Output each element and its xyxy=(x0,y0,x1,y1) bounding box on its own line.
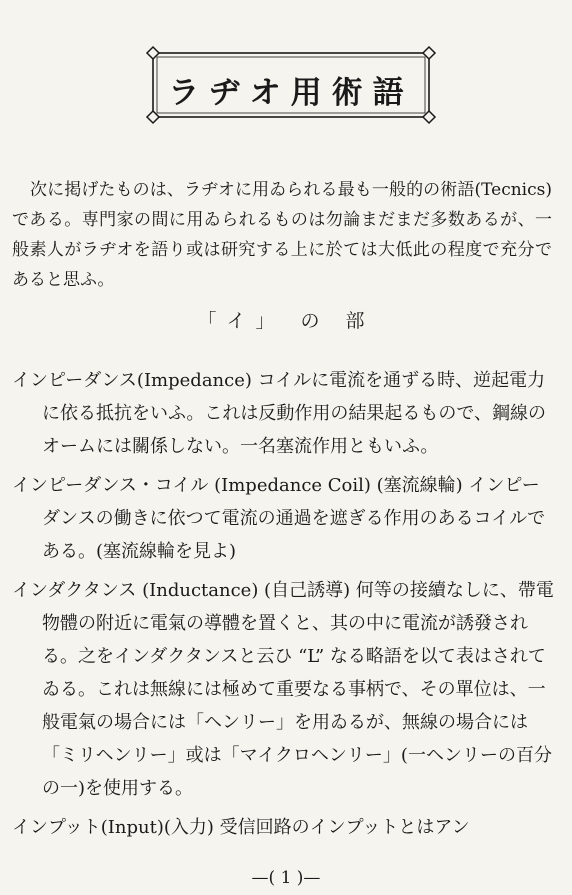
glossary-entries xyxy=(12,364,554,850)
glossary-entry-impedance: インピーダンス(Impedance) コイルに電流を通ずる時、逆起電力に依る抵抗をいふ。これは反動作用の結果起るもので、鋼線のオームには關係しない。一名塞流作用ともいふ。 xyxy=(12,370,546,457)
glossary-entry-input: インプット(Input)(入力) 受信回路のインプットとはアン xyxy=(12,817,470,838)
page-number: —( 1 )— xyxy=(251,868,321,888)
section-heading: 「イ」 の 部 xyxy=(197,310,375,332)
glossary-entry-impedance-coil: インピーダンス・コイル (Impedance Coil) (塞流線輪) インピーダンスの働きに依つて電流の通過を遮ぎる作用のあるコイルである。(塞流線輪を見よ) xyxy=(12,475,546,562)
intro-paragraph: 次に掲げたものは、ラヂオに用ゐられる最も一般的の術語(Tecnics) である。専門家の間に用ゐられるものは勿論まだまだ多数あるが、一般素人がラヂオを語り或は研究する上に於ては大低此の程度で充分であると思ふ。 xyxy=(12,180,552,290)
glossary-entry-inductance: インダクタンス (Inductance) (自己誘導) 何等の接續なしに、帶電物體の附近に電氣の導體を置くと、其の中に電流が誘發される。之をインダクタンスと云ひ “L” なる略語を以て表はされてゐる。これは無線には極めて重要なる事柄で、その單位は、一般電氣の場合には「ヘンリー」を用ゐるが、無線の場合には「ミリヘンリー」或は「マイクロヘンリー」(一ヘンリーの百分の一)を使用する。 xyxy=(12,580,554,799)
page-title: ラヂオ用術語 xyxy=(168,75,414,111)
title-frame xyxy=(145,45,437,125)
